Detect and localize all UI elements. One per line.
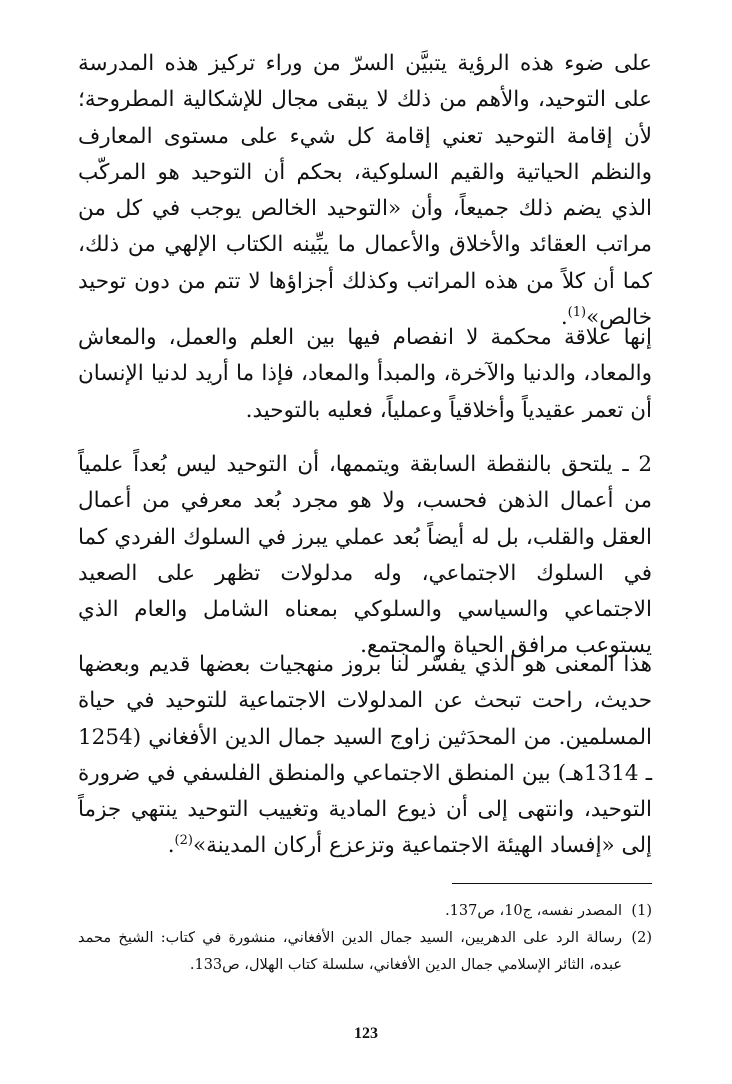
footnotes-section xyxy=(78,898,652,979)
paragraph-1 xyxy=(78,46,652,336)
paragraph-3-text: 2 ـ يلتحق بالنقطة السابقة ويتممها، أن التوحيد ليس بُعداً علمياً من أعمال الذهن فحسب، ولا هو مجرد بُعد معرفي من أعمال العقل والقلب، بل له أيضاً بُعد عملي يبرز في السلوك الفردي كما في السلوك الاجتماعي، وله مدلولات تظهر على الصعيد الاجتماعي والسياسي والسلوكي بمعناه الشامل والعام الذي يستوعب مرافق الحياة والمجتمع. xyxy=(78,452,652,659)
page-number: 123 xyxy=(354,1025,378,1042)
paragraph-2 xyxy=(78,320,652,429)
paragraph-1-text: على ضوء هذه الرؤية يتبيَّن السرّ من وراء تركيز هذه المدرسة على التوحيد، والأهم من ذلك لا يبقى مجال للإشكالية المطروحة؛ لأن إقامة التوحيد تعني إقامة كل شيء على مستوى المعارف والنظم الحياتية والقيم السلوكية، بحكم أن التوحيد هو المركّب الذي يضم ذلك جميعاً، وأن «التوحيد الخالص يوجب في كل من مراتب العقائد والأخلاق والأعمال ما يبِّينه الكتاب الإلهي من ذلك، كما أن كلاً من هذه المراتب وكذلك أجزاؤها لا تتم من دون توحيد خالص» xyxy=(78,51,652,331)
footnote-1-number: (1) xyxy=(631,903,652,919)
footnote-2 xyxy=(78,925,652,979)
paragraph-1-end: . xyxy=(560,305,568,331)
footnote-1-text: المصدر نفسه، ج10، ص137. xyxy=(445,903,622,919)
paragraph-4-text: هذا المعنى هو الذي يفسّر لنا بروز منهجيات بعضها قديم وبعضها حديث، راحت تبحث عن المدلولات الاجتماعية للتوحيد في حياة المسلمين. من المحدَثين زاوج السيد جمال الدين الأفغاني (1254 ـ 1314هـ) بين المنطق الاجتماعي والمنطق الفلسفي في ضرورة التوحيد، وانتهى إلى أن ذيوع المادية وتغييب التوحيد ينتهي جزماً إلى «إفساد الهيئة الاجتماعية وتزعزع أركان المدينة» xyxy=(78,652,653,859)
footnote-1 xyxy=(78,898,652,925)
footnote-ref-2: (2) xyxy=(174,833,193,849)
footnote-ref-1: (1) xyxy=(567,305,587,321)
paragraph-4-end: . xyxy=(167,833,175,859)
paragraph-2-text: إنها علاقة محكمة لا انفصام فيها بين العلم والعمل، والمعاش والمعاد، والدنيا والآخرة، والمبدأ والمعاد، فإذا ما أريد لدنيا الإنسان أن تعمر عقيدياً وأخلاقياً وعملياً، فعليه بالتوحيد. xyxy=(78,325,652,423)
footnote-divider xyxy=(452,883,652,884)
footnote-2-number: (2) xyxy=(631,930,652,946)
paragraph-4 xyxy=(78,647,652,865)
paragraph-3 xyxy=(78,447,652,665)
footnote-2-text: رسالة الرد على الدهريين، السيد جمال الدين الأفغاني، منشورة في كتاب: الشيخ محمد عبده، الثائر الإسلامي جمال الدين الأفغاني، سلسلة كتاب الهلال، ص133. xyxy=(78,930,622,973)
